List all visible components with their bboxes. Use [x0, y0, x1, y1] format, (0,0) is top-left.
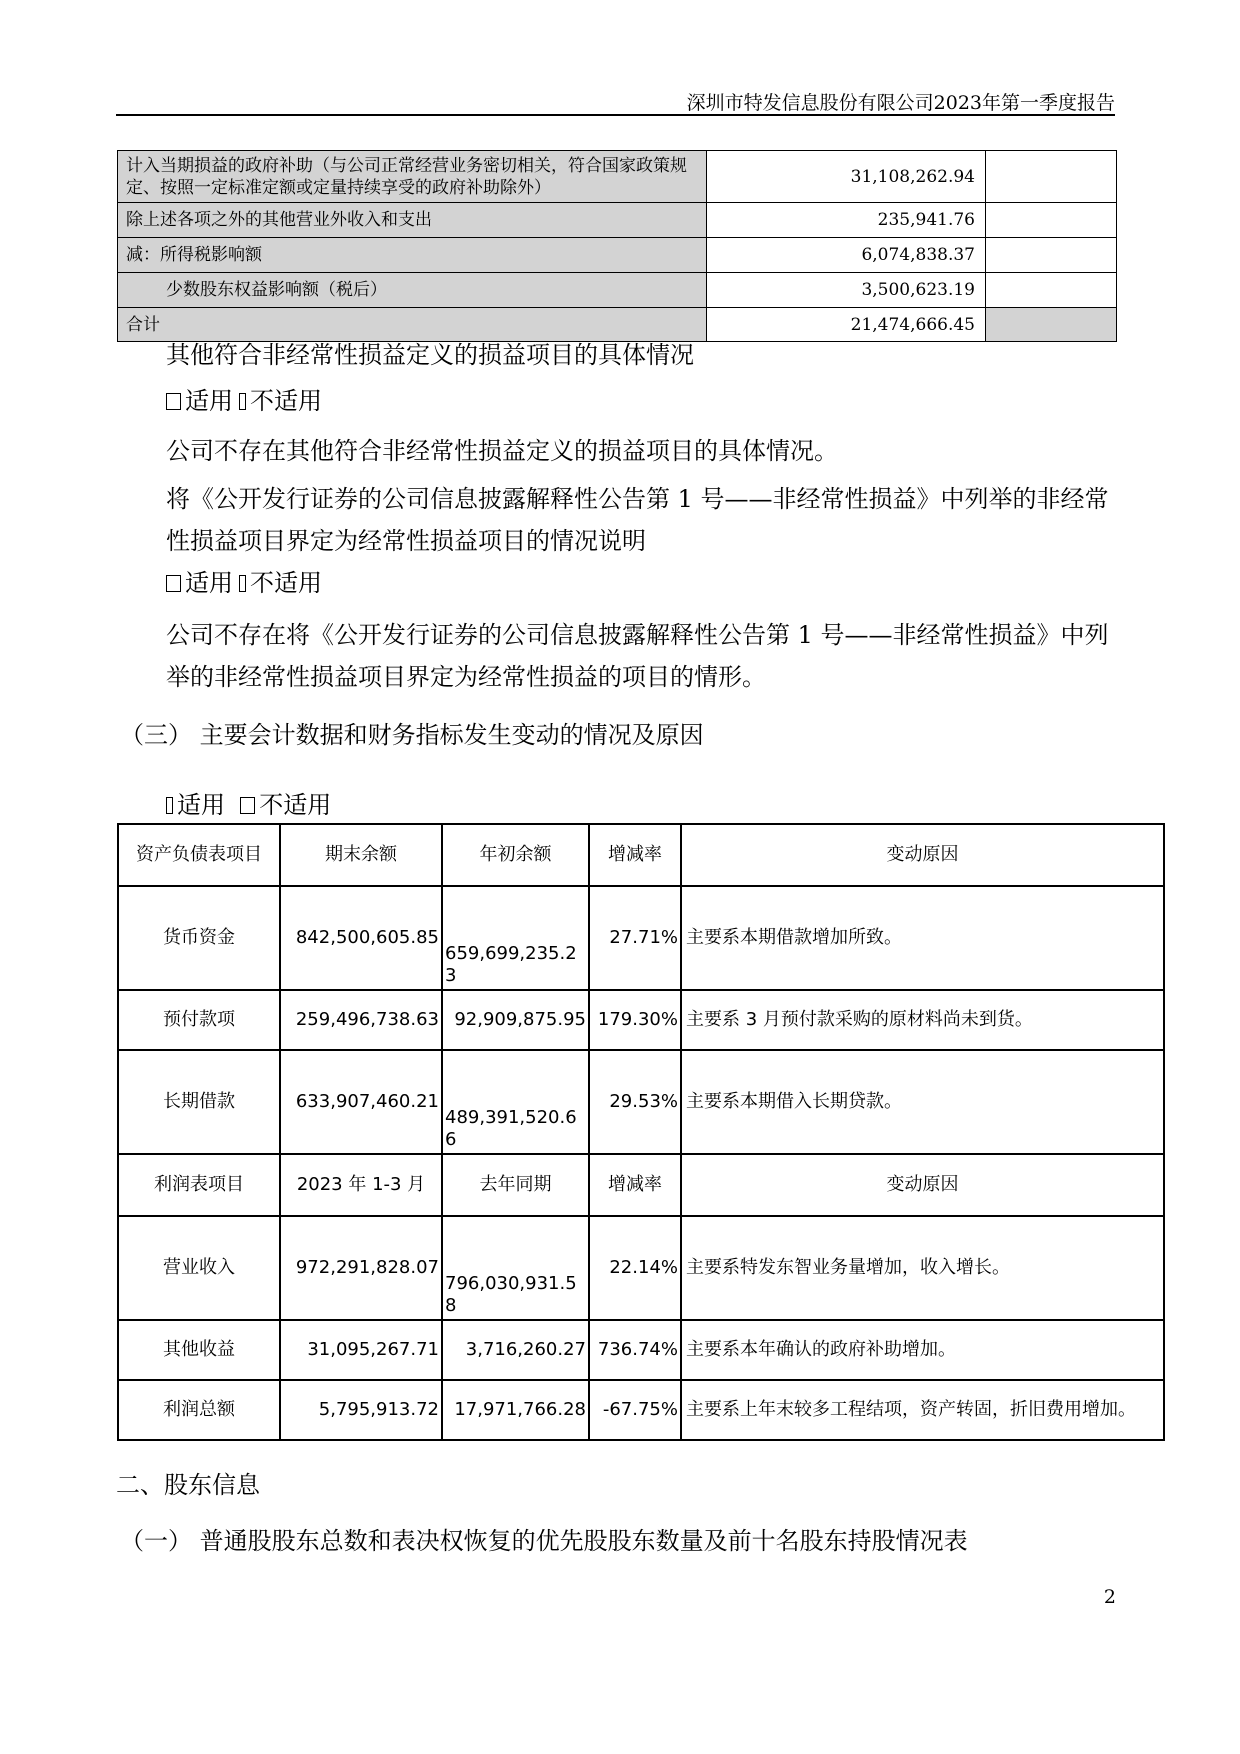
- column-header: 去年同期: [442, 1154, 589, 1216]
- other-items-checkboxes: [116, 382, 1116, 420]
- change-rate: 29.53%: [589, 1050, 681, 1154]
- change-rate: -67.75%: [589, 1380, 681, 1440]
- change-reason: 主要系特发东智业务量增加，收入增长。: [681, 1216, 1164, 1320]
- prior-period: 17,971,766.28: [442, 1380, 589, 1440]
- column-header: 年初余额: [442, 824, 589, 886]
- not-applicable-checkbox[interactable]: [240, 797, 255, 814]
- change-reason: 主要系本期借款增加所致。: [681, 886, 1164, 990]
- table-row: [118, 273, 1117, 308]
- column-header: 变动原因: [681, 1154, 1164, 1216]
- balance-header-row: [118, 824, 1164, 886]
- financial-changes-table: [117, 823, 1165, 1441]
- item-name: 其他收益: [118, 1320, 280, 1380]
- income-header-row: [118, 1154, 1164, 1216]
- table-row: [118, 203, 1117, 238]
- table-row: [118, 238, 1117, 273]
- total-amount: 21,474,666.45: [707, 308, 986, 342]
- change-rate: 22.14%: [589, 1216, 681, 1320]
- item-label: 减：所得税影响额: [118, 238, 707, 273]
- table-row: [118, 990, 1164, 1050]
- table-row: [118, 1050, 1164, 1154]
- table-row: [118, 1320, 1164, 1380]
- table-row: [118, 151, 1117, 203]
- change-rate: 27.71%: [589, 886, 681, 990]
- current-period: 972,291,828.07: [280, 1216, 442, 1320]
- item-note: [986, 151, 1117, 203]
- column-header: 资产负债表项目: [118, 824, 280, 886]
- end-balance: 633,907,460.21: [280, 1050, 442, 1154]
- define-recurring-statement: 公司不存在将《公开发行证券的公司信息披露解释性公告第 1 号——非经常性损益》中列举的非经常性损益项目界定为经常性损益的项目的情形。: [166, 621, 1109, 691]
- column-header: 增减率: [589, 1154, 681, 1216]
- change-reason: 主要系本年确认的政府补助增加。: [681, 1320, 1164, 1380]
- applicable-checkbox[interactable]: [166, 797, 173, 814]
- item-label: 计入当期损益的政府补助（与公司正常经营业务密切相关，符合国家政策规定、按照一定标准定额或定量持续享受的政府补助除外）: [118, 151, 707, 203]
- begin-balance: 489,391,520.66: [442, 1050, 589, 1154]
- item-note: [986, 238, 1117, 273]
- item-note: [986, 273, 1117, 308]
- nonrecurring-items-table: [117, 150, 1117, 342]
- define-recurring-checkboxes: [116, 564, 1116, 602]
- table-row: [118, 886, 1164, 990]
- header-rule: [116, 114, 1115, 116]
- end-balance: 842,500,605.85: [280, 886, 442, 990]
- begin-balance: 659,699,235.23: [442, 886, 589, 990]
- shareholders-heading: 二、股东信息: [116, 1471, 260, 1499]
- item-name: 利润总额: [118, 1380, 280, 1440]
- end-balance: 259,496,738.63: [280, 990, 442, 1050]
- table-row: [118, 1380, 1164, 1440]
- define-recurring-heading-text: 将《公开发行证券的公司信息披露解释性公告第 1 号——非经常性损益》中列举的非经常性损益项目界定为经常性损益项目的情况说明: [166, 485, 1109, 555]
- item-label: 除上述各项之外的其他营业外收入和支出: [118, 203, 707, 238]
- other-items-statement: 公司不存在其他符合非经常性损益定义的损益项目的具体情况。: [166, 437, 838, 465]
- section-three-heading: （三） 主要会计数据和财务指标发生变动的情况及原因: [120, 721, 704, 749]
- not-applicable-label: 不适用: [259, 791, 332, 819]
- begin-balance: 92,909,875.95: [442, 990, 589, 1050]
- change-reason: 主要系 3 月预付款采购的原材料尚未到货。: [681, 990, 1164, 1050]
- item-amount: 3,500,623.19: [707, 273, 986, 308]
- define-recurring-heading: [116, 478, 1116, 562]
- change-rate: 736.74%: [589, 1320, 681, 1380]
- column-header: 增减率: [589, 824, 681, 886]
- applicable-label: 适用: [185, 387, 233, 415]
- not-applicable-label: 不适用: [250, 569, 322, 597]
- item-amount: 235,941.76: [707, 203, 986, 238]
- current-period: 5,795,913.72: [280, 1380, 442, 1440]
- current-period: 31,095,267.71: [280, 1320, 442, 1380]
- change-reason: 主要系本期借入长期贷款。: [681, 1050, 1164, 1154]
- column-header: 变动原因: [681, 824, 1164, 886]
- item-label: 少数股东权益影响额（税后）: [118, 273, 707, 308]
- change-rate: 179.30%: [589, 990, 681, 1050]
- item-amount: 31,108,262.94: [707, 151, 986, 203]
- item-name: 营业收入: [118, 1216, 280, 1320]
- not-applicable-checkbox[interactable]: [239, 393, 246, 410]
- applicable-label: 适用: [177, 791, 225, 819]
- item-amount: 6,074,838.37: [707, 238, 986, 273]
- prior-period: 796,030,931.58: [442, 1216, 589, 1320]
- item-note: [986, 203, 1117, 238]
- item-name: 长期借款: [118, 1050, 280, 1154]
- item-name: 预付款项: [118, 990, 280, 1050]
- report-header-title: 深圳市特发信息股份有限公司2023年第一季度报告: [686, 92, 1115, 114]
- change-reason: 主要系上年末较多工程结项，资产转固，折旧费用增加。: [681, 1380, 1164, 1440]
- applicable-label: 适用: [185, 569, 233, 597]
- page-number: 2: [1103, 1586, 1116, 1608]
- not-applicable-label: 不适用: [250, 387, 322, 415]
- column-header: 利润表项目: [118, 1154, 280, 1216]
- section-three-checkboxes: [116, 786, 1116, 824]
- shareholders-subheading: （一） 普通股股东总数和表决权恢复的优先股股东数量及前十名股东持股情况表: [120, 1527, 968, 1555]
- table-row: [118, 1216, 1164, 1320]
- item-name: 货币资金: [118, 886, 280, 990]
- column-header: 期末余额: [280, 824, 442, 886]
- not-applicable-checkbox[interactable]: [239, 575, 246, 592]
- column-header: 2023 年 1-3 月: [280, 1154, 442, 1216]
- other-items-heading: 其他符合非经常性损益定义的损益项目的具体情况: [166, 341, 694, 369]
- total-label: 合计: [118, 308, 707, 342]
- applicable-checkbox[interactable]: [166, 575, 181, 592]
- prior-period: 3,716,260.27: [442, 1320, 589, 1380]
- applicable-checkbox[interactable]: [166, 393, 181, 410]
